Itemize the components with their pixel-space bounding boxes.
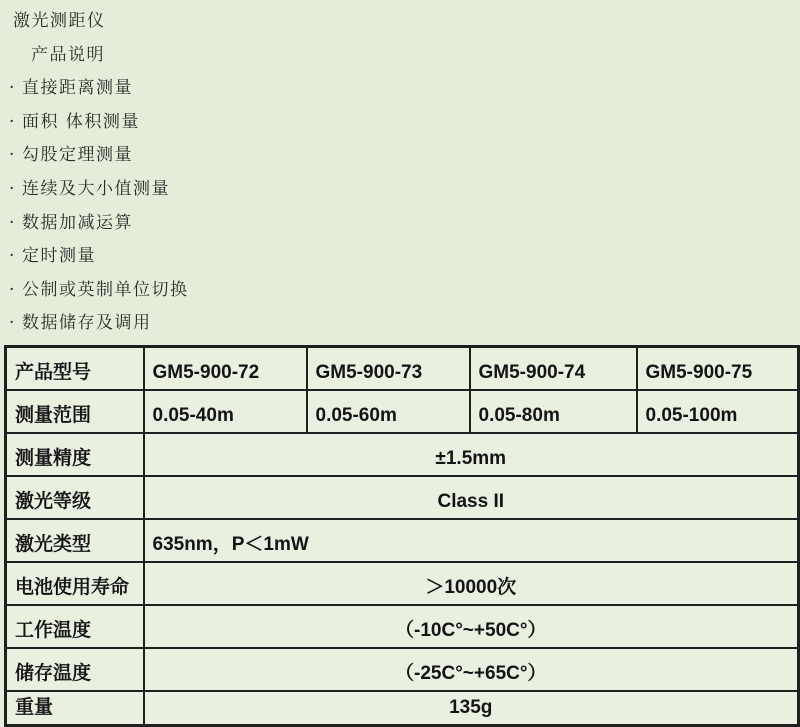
page-title: 激光测距仪 <box>13 11 106 31</box>
table-row-laser-type <box>6 519 799 562</box>
feature-item <box>0 173 780 207</box>
feature-item <box>0 274 780 308</box>
table-row-storage-temp <box>6 648 799 691</box>
feature-text: 数据加减运算 <box>22 212 133 233</box>
range-cell: 0.05-40m <box>144 390 307 433</box>
table-row-operating-temp <box>6 605 799 648</box>
row-label: 重量 <box>6 691 144 726</box>
bullet-icon: · <box>9 145 15 166</box>
row-label: 测量精度 <box>6 433 144 476</box>
row-label: 储存温度 <box>6 648 144 691</box>
table-row-accuracy <box>6 433 799 476</box>
feature-text: 勾股定理测量 <box>22 145 133 166</box>
spec-table <box>4 345 800 727</box>
table-row-model <box>6 347 799 391</box>
feature-item <box>0 207 780 241</box>
value-cell: （-25C°~+65C°） <box>144 648 799 691</box>
value-cell: Class II <box>144 476 799 519</box>
value-cell: 635nm，P＜1mW <box>144 519 799 562</box>
bullet-icon: · <box>9 178 15 199</box>
model-cell: GM5-900-72 <box>144 347 307 391</box>
feature-text: 公制或英制单位切换 <box>22 279 189 300</box>
row-label: 产品型号 <box>6 347 144 391</box>
bullet-icon: · <box>9 313 15 334</box>
feature-text: 连续及大小值测量 <box>22 178 170 199</box>
feature-text: 直接距离测量 <box>22 78 133 99</box>
value-cell: ＞10000次 <box>144 562 799 605</box>
bullet-icon: · <box>9 78 15 99</box>
model-cell: GM5-900-75 <box>637 347 799 391</box>
bullet-icon: · <box>9 212 15 233</box>
range-cell: 0.05-100m <box>637 390 799 433</box>
row-label: 工作温度 <box>6 605 144 648</box>
range-cell: 0.05-60m <box>307 390 470 433</box>
intro-section <box>0 5 780 341</box>
row-label: 激光等级 <box>6 476 144 519</box>
row-label: 测量范围 <box>6 390 144 433</box>
model-cell: GM5-900-74 <box>470 347 637 391</box>
feature-item <box>0 240 780 274</box>
table-row-laser-class <box>6 476 799 519</box>
table-row-weight <box>6 691 799 726</box>
feature-text: 面积 体积测量 <box>22 111 140 132</box>
model-cell: GM5-900-73 <box>307 347 470 391</box>
feature-text: 数据储存及调用 <box>22 313 152 334</box>
feature-item <box>0 72 780 106</box>
range-cell: 0.05-80m <box>470 390 637 433</box>
row-label: 电池使用寿命 <box>6 562 144 605</box>
value-cell: ±1.5mm <box>144 433 799 476</box>
section-subtitle: 产品说明 <box>31 44 105 65</box>
table-row-battery-life <box>6 562 799 605</box>
row-label: 激光类型 <box>6 519 144 562</box>
feature-item <box>0 106 780 140</box>
feature-item <box>0 307 780 341</box>
feature-text: 定时测量 <box>22 246 96 267</box>
bullet-icon: · <box>9 279 15 300</box>
value-cell: 135g <box>144 691 799 726</box>
table-row-range <box>6 390 799 433</box>
feature-item <box>0 139 780 173</box>
bullet-icon: · <box>9 246 15 267</box>
value-cell: （-10C°~+50C°） <box>144 605 799 648</box>
bullet-icon: · <box>9 111 15 132</box>
